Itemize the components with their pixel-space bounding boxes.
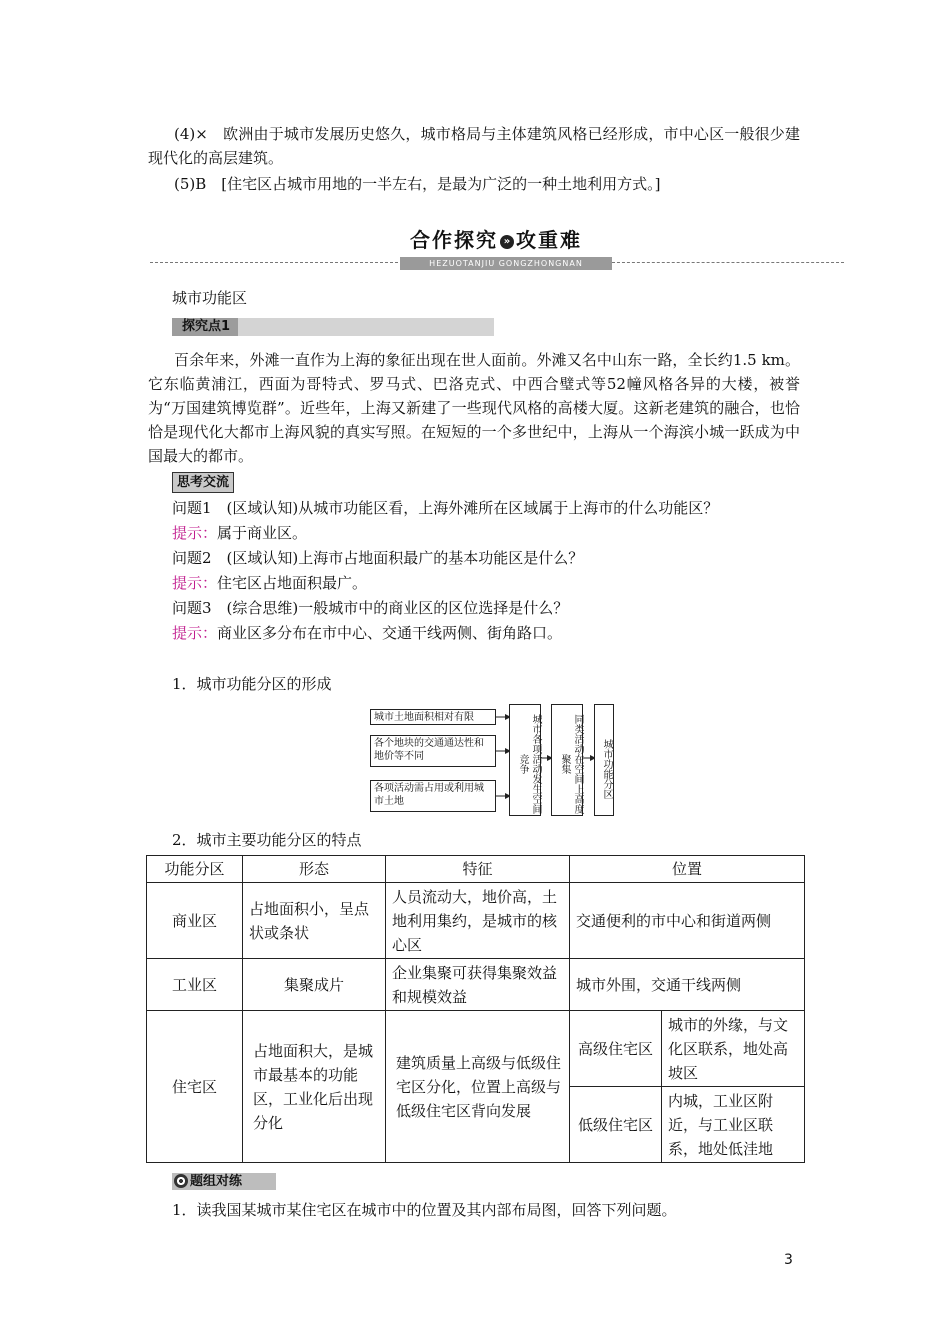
form-industrial: 集聚成片 <box>243 959 386 1011</box>
subzone-low: 低级住宅区 <box>570 1087 662 1163</box>
hint-label: 提示： <box>172 624 218 642</box>
table-header-row <box>147 856 805 883</box>
target-icon <box>174 1174 188 1188</box>
location-high: 城市的外缘，与文化区联系，地处高坡区 <box>662 1011 805 1087</box>
flow-col-result-text: 城市功能分区 <box>601 739 612 799</box>
banner-divider-left <box>150 262 398 263</box>
table-row <box>147 959 805 1011</box>
flow-box-land-limited: 城市土地面积相对有限 <box>370 709 496 725</box>
th-feature: 特征 <box>386 856 570 883</box>
heading-formation: 1．城市功能分区的形成 <box>172 675 332 693</box>
answer-4: (4)× 欧洲由于城市发展历史悠久，城市格局与主体建筑风格已经形成，市中心区一般很少建现代化的高层建筑。 <box>148 125 800 167</box>
zone-commercial: 商业区 <box>147 883 243 959</box>
banner-pinyin: HEZUOTANJIU GONGZHONGNAN <box>400 257 612 270</box>
location-commercial: 交通便利的市中心和街道两侧 <box>570 883 805 959</box>
th-location: 位置 <box>570 856 805 883</box>
form-residential: 占地面积大，是城市最基本的功能区，工业化后出现分化 <box>243 1011 386 1163</box>
hint-text: 属于商业区。 <box>217 524 308 542</box>
flow-col-result <box>594 704 614 816</box>
question-2: 问题2 (区域认知)上海市占地面积最广的基本功能区是什么？ <box>172 549 584 567</box>
flow-col-competition-text: 城市各项活动发生空间竞争 <box>517 714 541 814</box>
section-title: 城市功能区 <box>172 289 248 307</box>
double-chevron-icon: » <box>500 235 514 249</box>
question-1: 问题1 (区域认知)从城市功能区看，上海外滩所在区域属于上海市的什么功能区？ <box>172 499 719 517</box>
hint-3 <box>172 621 562 645</box>
table-row <box>147 883 805 959</box>
page-number: 3 <box>784 1252 793 1268</box>
table-row <box>147 1011 805 1087</box>
question-3: 问题3 (综合思维)一般城市中的商业区的区位选择是什么？ <box>172 599 569 617</box>
feature-residential: 建筑质量上高级与低级住宅区分化，位置上高级与低级住宅区背向发展 <box>386 1011 570 1163</box>
subzone-high: 高级住宅区 <box>570 1011 662 1087</box>
heading-features: 2．城市主要功能分区的特点 <box>172 831 362 849</box>
flow-box-accessibility: 各个地块的交通通达性和地价等不同 <box>370 735 496 767</box>
hint-1 <box>172 521 307 545</box>
flow-col-competition <box>509 704 541 816</box>
hint-label: 提示： <box>172 574 218 592</box>
th-form: 形态 <box>243 856 386 883</box>
banner-title-right: 攻重难 <box>516 228 582 252</box>
hint-label: 提示： <box>172 524 218 542</box>
practice-label: 题组对练 <box>190 1174 243 1189</box>
flow-box-land-use: 各项活动需占用或利用城市土地 <box>370 780 496 812</box>
banner-divider-right <box>612 262 844 263</box>
zone-residential: 住宅区 <box>147 1011 243 1163</box>
practice-question-1: 1．读我国某城市某住宅区在城市中的位置及其内部布局图，回答下列问题。 <box>172 1201 677 1219</box>
zone-industrial: 工业区 <box>147 959 243 1011</box>
location-industrial: 城市外围，交通干线两侧 <box>570 959 805 1011</box>
function-zone-table <box>146 855 805 1163</box>
feature-commercial: 人员流动大，地价高，土地利用集约，是城市的核心区 <box>386 883 570 959</box>
banner-title <box>410 228 610 260</box>
flow-col-clustering <box>551 704 583 816</box>
hint-text: 住宅区占地面积最广。 <box>217 574 368 592</box>
flow-col-clustering-text: 同类活动在空间上高度聚集 <box>559 714 583 814</box>
hint-text: 商业区多分布在市中心、交通干线两侧、街角路口。 <box>217 624 563 642</box>
form-commercial: 占地面积小，呈点状或条状 <box>243 883 386 959</box>
think-label: 思考交流 <box>172 472 234 493</box>
hint-2 <box>172 571 367 595</box>
banner-title-left: 合作探究 <box>410 228 498 252</box>
th-zone: 功能分区 <box>147 856 243 883</box>
answer-5: (5)B [住宅区占城市用地的一半左右，是最为广泛的一种土地利用方式。] <box>174 175 661 193</box>
explore-label: 探究点1 <box>172 318 238 336</box>
intro-paragraph: 百余年来，外滩一直作为上海的象征出现在世人面前。外滩又名中山东一路，全长约1.5 km。它东临黄浦江，西面为哥特式、罗马式、巴洛克式、中西合璧式等52幢风格各异的大楼，被誉为“万国建筑博览群”。近些年，上海又新建了一些现代风格的高楼大厦。这新老建筑的融合，也恰恰是现代化大都市上海风貌的真实写照。在短短的一个多世纪中，上海从一个海滨小城一跃成为中国最大的都市。 <box>148 351 800 465</box>
location-low: 内城，工业区附近，与工业区联系，地处低洼地 <box>662 1087 805 1163</box>
feature-industrial: 企业集聚可获得集聚效益和规模效益 <box>386 959 570 1011</box>
